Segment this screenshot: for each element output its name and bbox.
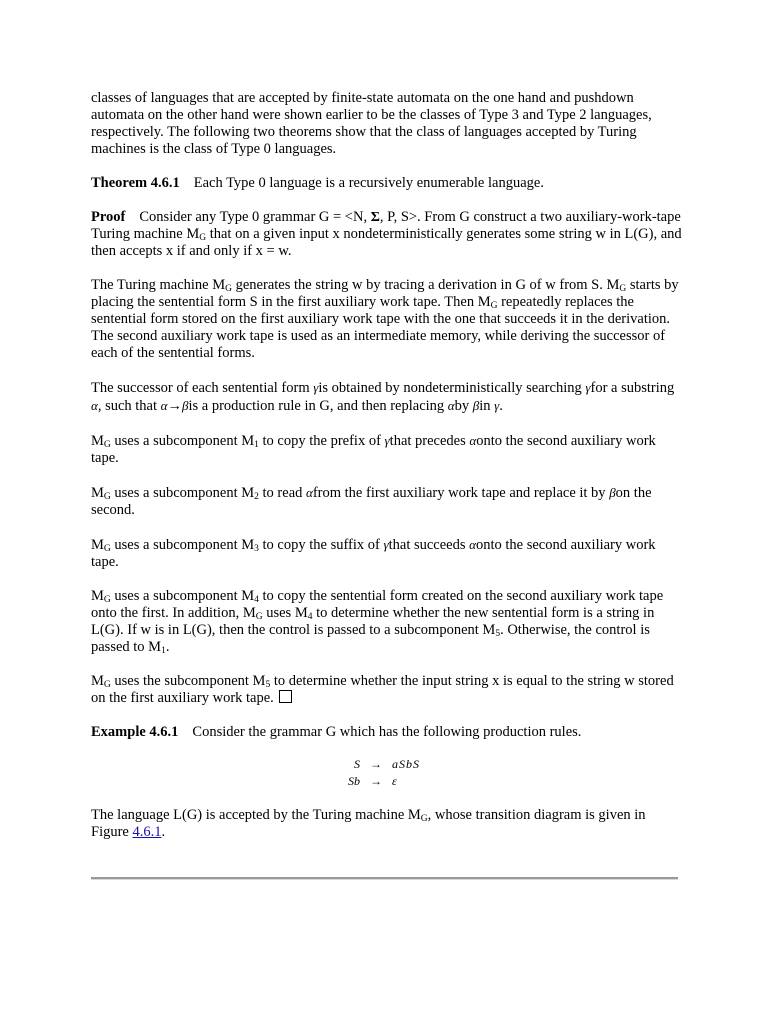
proof-paragraph: Proof Consider any Type 0 grammar G = <N, Σ, P, S>. From G construct a two auxiliary-work-tape Turing machine $M_G$ that on a given input x nondeterministically generates some string w in L(G), and then accepts x if and only if x = w. [91,209,682,259]
closing-paragraph: The language L(G) is accepted by the Turing machine $M_G$, whose transition diagram is given in Figure 4.6.1. [91,807,646,840]
example-label: Example 4.6.1 [91,724,179,740]
horizontal-divider [91,877,678,880]
theorem-paragraph [91,175,683,192]
paragraph-m3: $M_G$ uses a subcomponent $M_3$ to copy the suffix of γthat succeeds αonto the second auxiliary work tape. [91,537,656,570]
example-paragraph: Example 4.6.1 Consider the grammar G which has the following production rules. [91,724,582,740]
theorem-label: Theorem 4.6.1 [91,175,180,191]
document-body [91,90,683,858]
qed-square-icon [279,690,292,703]
figure-link[interactable]: 4.6.1 [132,824,162,840]
paragraph-m4: $M_G$ uses a subcomponent $M_4$ to copy the sentential form created on the second auxiliary work tape onto the first. In addition, $M_G$ uses $M_4$ to determine whether the new sentential form is a string in L(G). If w is in L(G), then the control is passed to a subcomponent $M_5$. Otherwise, the control is passed to $M_1$. [91,588,664,656]
sigma-symbol: Σ [370,210,380,225]
paragraph-m2: $M_G$ uses a subcomponent $M_2$ to read αfrom the first auxiliary work tape and replace it by βon the second. [91,485,652,518]
paragraph-successor: The successor of each sentential form γis obtained by nondeterministically searching γfor a substring α, such that α→βis a production rule in G, and then replacing αby βin γ. [91,380,675,414]
theorem-text: Each Type 0 language is a recursively enumerable language. [193,175,544,191]
proof-label: Proof [91,209,126,225]
paragraph-tm-generates: The Turing machine $M_G$ generates the string w by tracing a derivation in G of w from S. $M_G$ starts by placing the sentential form S in the first auxiliary work tape. Then $M_G$ repeatedly replaces the sentential form stored on the first auxiliary work tape with the one that succeeds it in the derivation. The second auxiliary work tape is used as an intermediate memory, while deriving the successor of each of the sentential forms. [91,277,679,361]
paragraph-m5: $M_G$ uses the subcomponent $M_5$ to determine whether the input string x is equal to the string w stored on the first auxiliary work tape. [91,673,674,706]
production-rules [338,756,458,790]
intro-paragraph: classes of languages that are accepted by finite-state automata on the one hand and pushdown automata on the other hand were shown earlier to be the classes of Type 3 and Type 2 languages, respectively. The following two theorems show that the class of languages accepted by Turing machines is the class of Type 0 languages. [91,90,652,157]
paragraph-m1: $M_G$ uses a subcomponent $M_1$ to copy the prefix of γthat precedes αonto the second auxiliary work tape. [91,433,656,466]
production-rule: S → aSbS [354,757,420,771]
production-rule: Sb → ε [348,774,398,788]
